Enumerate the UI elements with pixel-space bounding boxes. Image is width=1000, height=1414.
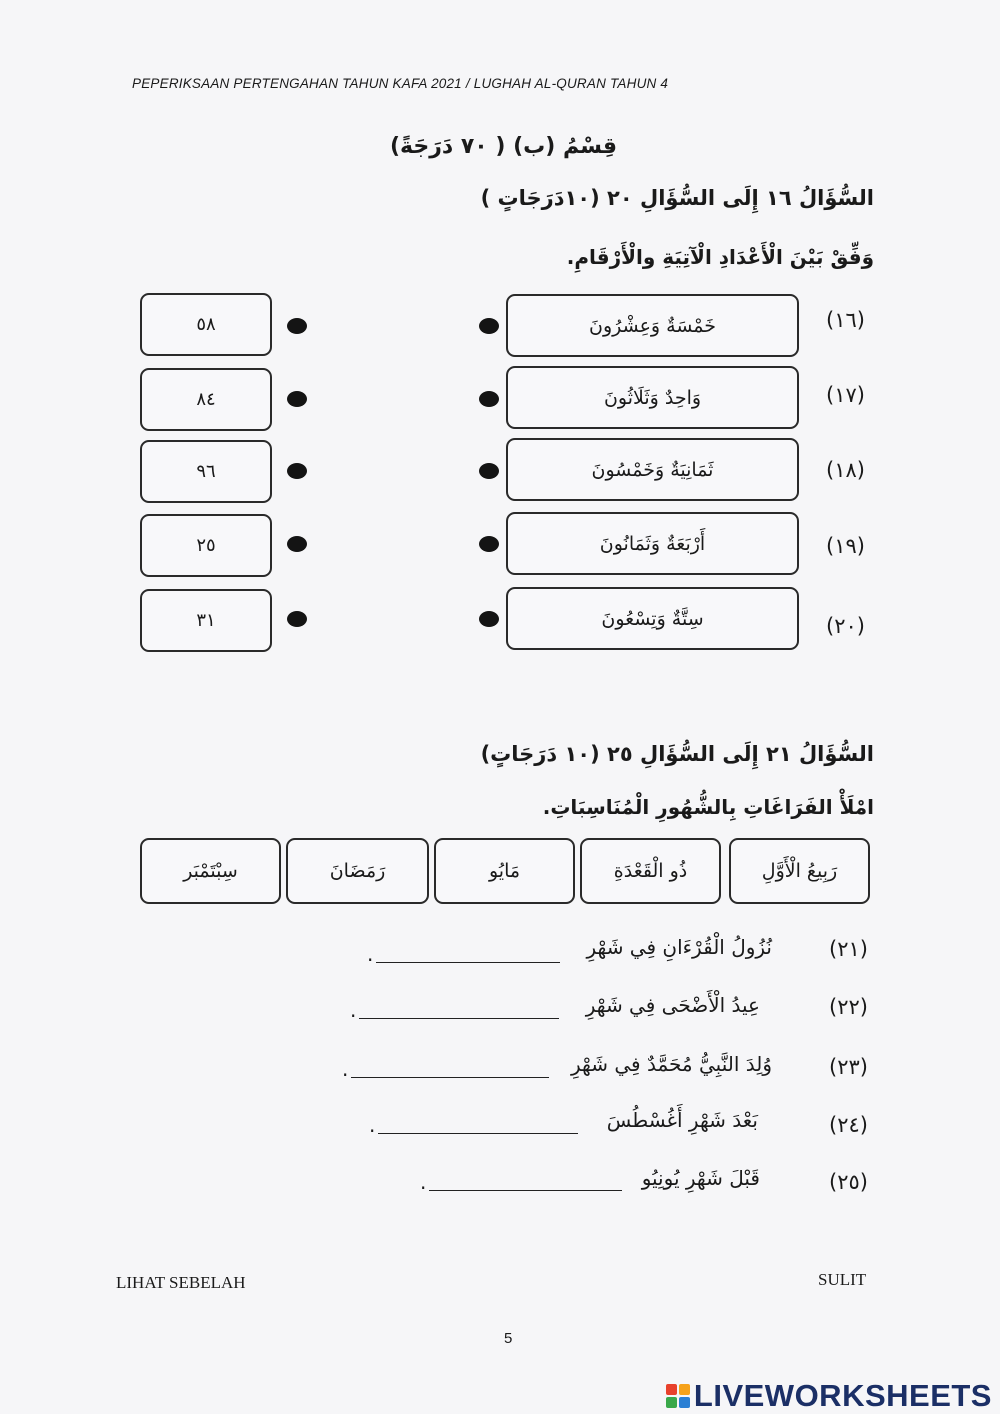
answer-blank[interactable]: [359, 1018, 559, 1019]
question-text: بَعْدَ شَهْرِ أَغُسْطُسَ: [606, 1108, 758, 1132]
match-dot-right[interactable]: [287, 536, 307, 552]
full-stop: .: [342, 1057, 349, 1081]
number-words-box[interactable]: ثَمَانِيَةٌ وَخَمْسُونَ: [506, 438, 799, 501]
full-stop: .: [367, 942, 374, 966]
question-number: (٢١): [829, 937, 868, 961]
match-dot-left[interactable]: [479, 391, 499, 407]
word-bank-item[interactable]: سِبْتَمْبَر: [140, 838, 281, 904]
logo-square: [666, 1397, 677, 1408]
digit-box[interactable]: ٨٤: [140, 368, 272, 431]
question-text: وُلِدَ النَّبِيُّ مُحَمَّدٌ فِي شَهْرِ: [571, 1052, 772, 1076]
footer-left: LIHAT SEBELAH: [116, 1273, 246, 1292]
question-number: (٢٣): [829, 1055, 868, 1079]
question-number: (٢٤): [829, 1113, 868, 1137]
logo-square: [679, 1384, 690, 1395]
part2-title: السُّؤَالُ ٢١ إِلَى السُّؤَالِ ٢٥ (١٠ دَرَجَاتٍ): [480, 742, 874, 766]
number-words-box[interactable]: خَمْسَةٌ وَعِشْرُونَ: [506, 294, 799, 357]
answer-blank[interactable]: [376, 962, 560, 963]
number-words-box[interactable]: أَرْبَعَةٌ وَثَمَانُونَ: [506, 512, 799, 575]
liveworksheets-logo: [666, 1378, 992, 1414]
match-dot-right[interactable]: [287, 391, 307, 407]
match-dot-left[interactable]: [479, 611, 499, 627]
exam-header: PEPERIKSAAN PERTENGAHAN TAHUN KAFA 2021 / LUGHAH AL-QURAN TAHUN 4: [132, 76, 669, 91]
logo-text: LIVEWORKSHEETS: [693, 1378, 992, 1413]
match-dot-right[interactable]: [287, 611, 307, 627]
number-words-box[interactable]: وَاحِدٌ وَثَلَاثُونَ: [506, 366, 799, 429]
part1-title: السُّؤَالُ ١٦ إِلَى السُّؤَالِ ٢٠ (١٠دَرَجَاتٍ ): [480, 186, 874, 210]
match-dot-right[interactable]: [287, 463, 307, 479]
part2-instruction: امْلَأْ الفَرَاغَاتِ بِالشُّهُورِ الْمُنَاسِبَاتِ.: [542, 795, 874, 819]
logo-square: [679, 1397, 690, 1408]
digit-box[interactable]: ٢٥: [140, 514, 272, 577]
page-number: 5: [504, 1330, 513, 1347]
match-dot-right[interactable]: [287, 318, 307, 334]
logo-square: [666, 1384, 677, 1395]
digit-box[interactable]: ٩٦: [140, 440, 272, 503]
match-dot-left[interactable]: [479, 536, 499, 552]
question-text: عِيدُ الْأَضْحَى فِي شَهْرِ: [585, 993, 760, 1017]
question-text: قَبْلَ شَهْرِ يُونِيُو: [641, 1166, 760, 1190]
answer-blank[interactable]: [378, 1133, 578, 1134]
match-dot-left[interactable]: [479, 318, 499, 334]
question-number: (٢٠): [826, 614, 865, 638]
digit-box[interactable]: ٣١: [140, 589, 272, 652]
full-stop: .: [350, 998, 357, 1022]
word-bank-item[interactable]: ذُو الْقَعْدَةِ: [580, 838, 721, 904]
word-bank-item[interactable]: رَمَضَانَ: [286, 838, 429, 904]
word-bank-item[interactable]: رَبِيعُ الْأَوَّلِ: [729, 838, 870, 904]
question-text: نُزُولُ الْقُرْءَانِ فِي شَهْرِ: [586, 935, 772, 959]
part1-instruction: وَفِّقْ بَيْنَ الْأَعْدَادِ الْآتِيَةِ والْأَرْقَامِ.: [566, 245, 874, 269]
word-bank-item[interactable]: مَايُو: [434, 838, 575, 904]
section-title: قِسْمُ (ب) ( ٧٠ دَرَجَةً): [389, 134, 617, 159]
digit-box[interactable]: ٥٨: [140, 293, 272, 356]
question-number: (١٨): [826, 458, 865, 482]
question-number: (٢٥): [829, 1170, 868, 1194]
footer-right: SULIT: [818, 1270, 867, 1289]
question-number: (٢٢): [829, 995, 868, 1019]
answer-blank[interactable]: [429, 1190, 622, 1191]
number-words-box[interactable]: سِتَّةٌ وَتِسْعُونَ: [506, 587, 799, 650]
full-stop: .: [420, 1170, 427, 1194]
question-number: (١٩): [826, 534, 865, 558]
question-number: (١٧): [826, 383, 865, 407]
match-dot-left[interactable]: [479, 463, 499, 479]
full-stop: .: [369, 1113, 376, 1137]
logo-mark-icon: [666, 1384, 690, 1408]
answer-blank[interactable]: [351, 1077, 549, 1078]
question-number: (١٦): [826, 308, 865, 332]
